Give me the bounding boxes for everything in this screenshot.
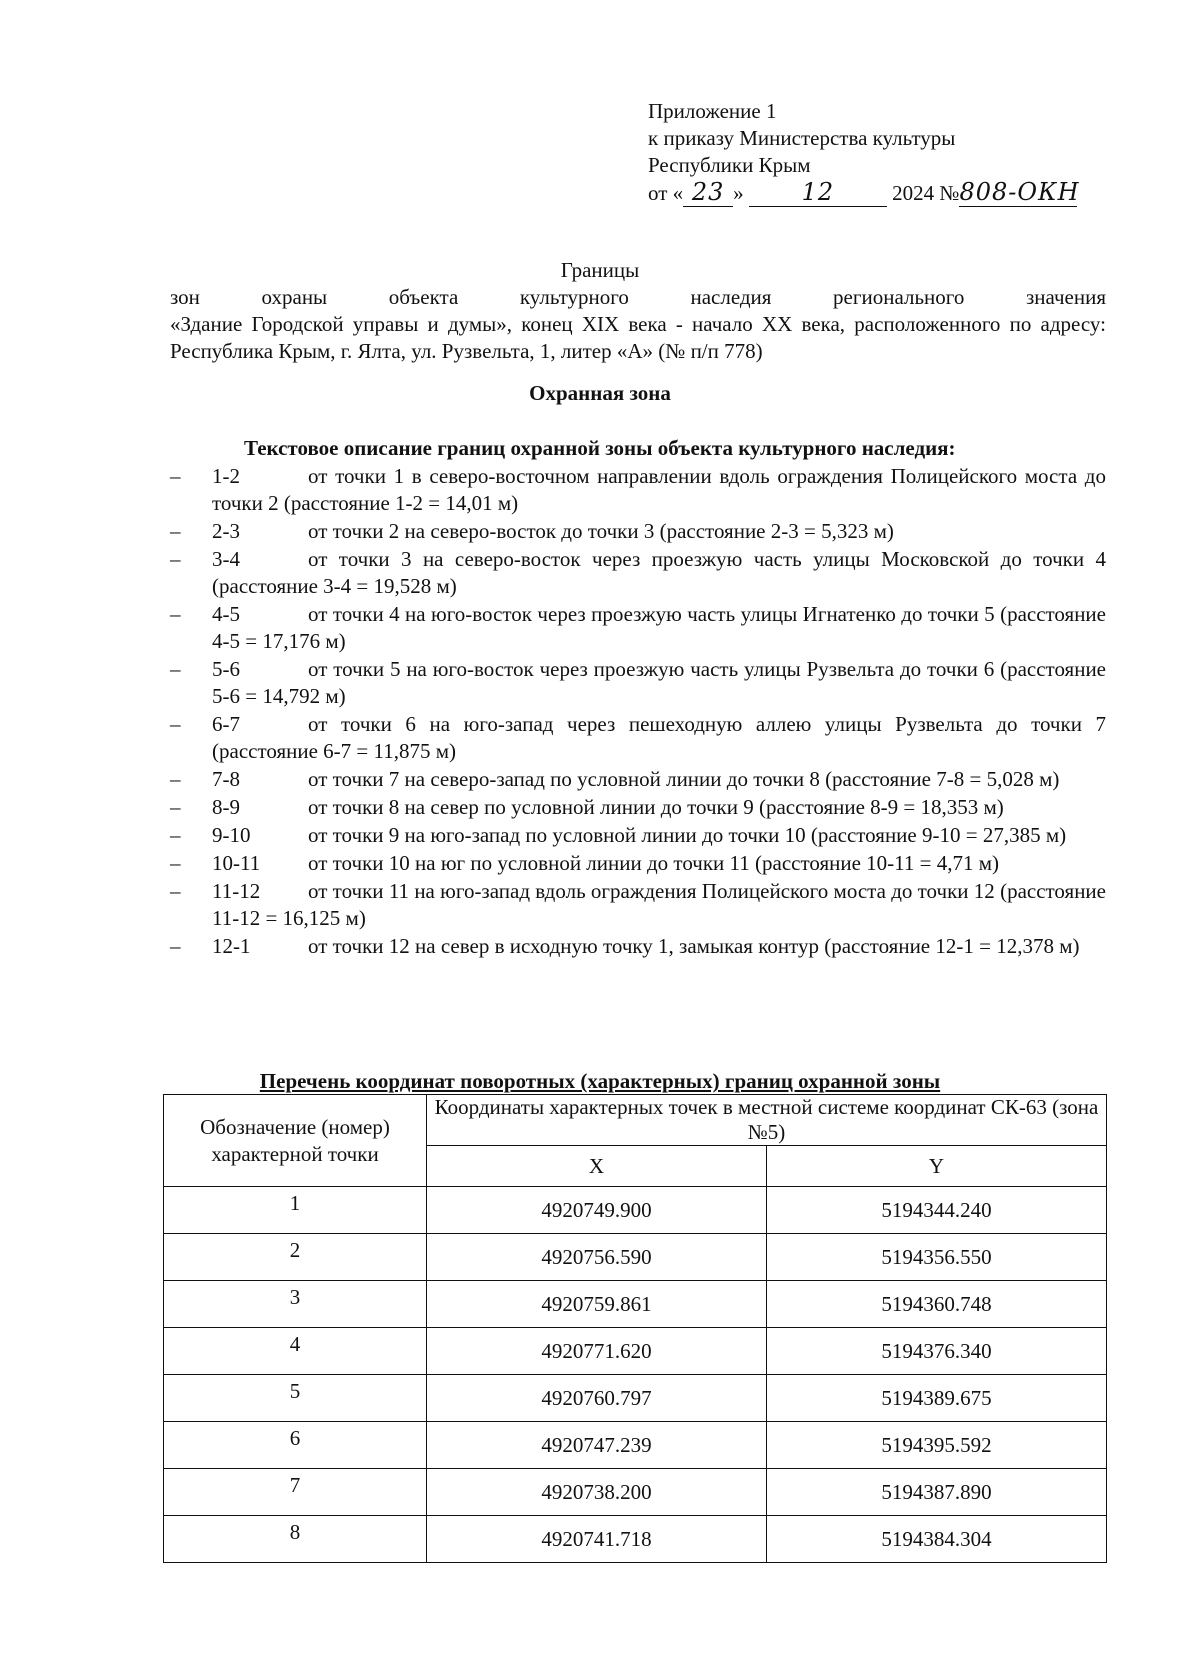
list-item xyxy=(170,766,1106,793)
point-designation-header: Обозначение (номер) характерной точки xyxy=(164,1095,427,1187)
y-value: 5194389.675 xyxy=(766,1375,1106,1422)
list-item xyxy=(170,850,1106,877)
segment-text: от точки 1 в северо-восточном направлении вдоль ограждения Полицейского моста до точки 2 (расстояние 1-2 = 14,01 м) xyxy=(212,464,1106,515)
segment-code: 5-6 xyxy=(212,657,240,681)
dash-marker: – xyxy=(170,851,181,875)
x-value: 4920760.797 xyxy=(427,1375,767,1422)
dash-marker: – xyxy=(170,657,181,681)
dash-marker: – xyxy=(170,602,181,626)
table-row xyxy=(164,1328,1107,1375)
x-value: 4920756.590 xyxy=(427,1234,767,1281)
y-value: 5194384.304 xyxy=(766,1516,1106,1563)
segment-text: от точки 5 на юго-восток через проезжую часть улицы Рузвельта до точки 6 (расстояние 5-6 = 14,792 м) xyxy=(212,657,1106,708)
segment-text: от точки 2 на северо-восток до точки 3 (расстояние 2-3 = 5,323 м) xyxy=(308,519,894,543)
dash-marker: – xyxy=(170,795,181,819)
x-value: 4920747.239 xyxy=(427,1422,767,1469)
y-value: 5194356.550 xyxy=(766,1234,1106,1281)
segment-code: 11-12 xyxy=(212,879,261,903)
segment-text: от точки 4 на юго-восток через проезжую часть улицы Игнатенко до точки 5 (расстояние 4-5 = 17,176 м) xyxy=(212,602,1106,653)
segment-code: 12-1 xyxy=(212,934,251,958)
segment-code: 7-8 xyxy=(212,767,240,791)
coordinates-table xyxy=(163,1094,1107,1563)
order-month: 12 xyxy=(749,179,887,207)
point-number: 5 xyxy=(164,1375,427,1422)
order-number: 808-ОКН xyxy=(959,178,1080,206)
segment-code: 4-5 xyxy=(212,602,240,626)
segment-text: от точки 6 на юго-запад через пешеходную аллею улицы Рузвельта до точки 7 (расстояние 6-7 = 11,875 м) xyxy=(212,712,1106,763)
list-item xyxy=(170,463,1106,517)
list-item xyxy=(170,822,1106,849)
segment-code: 10-11 xyxy=(212,851,261,875)
subtitle-line-1: зон охраны объекта культурного наследия регионального значения xyxy=(170,285,1106,309)
list-item xyxy=(170,878,1106,932)
y-value: 5194395.592 xyxy=(766,1422,1106,1469)
segment-text: от точки 3 на северо-восток через проезжую часть улицы Московской до точки 4 (расстояние 3-4 = 19,528 м) xyxy=(212,547,1106,598)
republic-name: Республики Крым xyxy=(648,153,811,177)
point-number: 1 xyxy=(164,1187,427,1234)
list-item xyxy=(170,656,1106,710)
dash-marker: – xyxy=(170,934,181,958)
x-column-header: X xyxy=(427,1146,767,1187)
list-item xyxy=(170,518,1106,545)
segment-text: от точки 11 на юго-запад вдоль ограждения Полицейского моста до точки 12 (расстояние 11-12 = 16,125 м) xyxy=(212,879,1106,930)
document-subtitle xyxy=(170,284,1106,365)
dash-marker: – xyxy=(170,547,181,571)
y-value: 5194376.340 xyxy=(766,1328,1106,1375)
x-value: 4920741.718 xyxy=(427,1516,767,1563)
segment-text: от точки 9 на юго-запад по условной линии до точки 10 (расстояние 9-10 = 27,385 м) xyxy=(308,823,1067,847)
x-value: 4920759.861 xyxy=(427,1281,767,1328)
table-row xyxy=(164,1375,1107,1422)
order-reference: к приказу Министерства культуры xyxy=(648,126,956,150)
point-number: 3 xyxy=(164,1281,427,1328)
dash-marker: – xyxy=(170,823,181,847)
subtitle-rest: «Здание Городской управы и думы», конец XIX века - начало XX века, расположенного по адресу: Республика Крым, г. Ялта, ул. Рузвельта, 1, литер «А» (№ п/п 778) xyxy=(170,312,1106,363)
table-row xyxy=(164,1281,1107,1328)
point-number: 6 xyxy=(164,1422,427,1469)
boundary-description-list xyxy=(170,463,1106,961)
x-value: 4920738.200 xyxy=(427,1469,767,1516)
table-row xyxy=(164,1234,1107,1281)
x-value: 4920749.900 xyxy=(427,1187,767,1234)
dash-marker: – xyxy=(170,879,181,903)
point-number: 4 xyxy=(164,1328,427,1375)
zone-heading: Охранная зона xyxy=(529,381,671,405)
date-prefix: от « xyxy=(648,181,684,205)
table-header-row xyxy=(164,1095,1107,1146)
y-value: 5194344.240 xyxy=(766,1187,1106,1234)
segment-text: от точки 12 на север в исходную точку 1, замыкая контур (расстояние 12-1 = 12,378 м) xyxy=(308,934,1080,958)
list-item xyxy=(170,933,1106,960)
document-title: Границы xyxy=(560,258,640,282)
dash-marker: – xyxy=(170,712,181,736)
list-item xyxy=(170,711,1106,765)
segment-code: 1-2 xyxy=(212,464,240,488)
coordinates-header: Координаты характерных точек в местной системе координат СК-63 (зона №5) xyxy=(427,1095,1107,1146)
segment-code: 2-3 xyxy=(212,519,240,543)
point-number: 2 xyxy=(164,1234,427,1281)
description-heading: Текстовое описание границ охранной зоны объекта культурного наследия: xyxy=(244,436,956,460)
segment-text: от точки 10 на юг по условной линии до точки 11 (расстояние 10-11 = 4,71 м) xyxy=(308,851,1000,875)
segment-code: 8-9 xyxy=(212,795,240,819)
y-column-header: Y xyxy=(766,1146,1106,1187)
x-value: 4920771.620 xyxy=(427,1328,767,1375)
list-item xyxy=(170,546,1106,600)
dash-marker: – xyxy=(170,519,181,543)
point-number: 7 xyxy=(164,1469,427,1516)
segment-text: от точки 7 на северо-запад по условной линии до точки 8 (расстояние 7-8 = 5,028 м) xyxy=(308,767,1060,791)
order-day: 23 xyxy=(683,179,733,207)
segment-text: от точки 8 на север по условной линии до точки 9 (расстояние 8-9 = 18,353 м) xyxy=(308,795,1004,819)
dash-marker: – xyxy=(170,767,181,791)
segment-code: 6-7 xyxy=(212,712,240,736)
table-row xyxy=(164,1187,1107,1234)
list-item xyxy=(170,794,1106,821)
segment-code: 9-10 xyxy=(212,823,251,847)
appendix-header xyxy=(648,98,1118,207)
date-day-close: » xyxy=(733,181,744,205)
order-date-line xyxy=(648,179,1118,207)
dash-marker: – xyxy=(170,464,181,488)
table-row xyxy=(164,1469,1107,1516)
order-year-no: 2024 № xyxy=(892,181,960,205)
segment-code: 3-4 xyxy=(212,547,240,571)
table-row xyxy=(164,1422,1107,1469)
list-item xyxy=(170,601,1106,655)
coordinates-table-title: Перечень координат поворотных (характерных) границ охранной зоны xyxy=(259,1069,941,1093)
y-value: 5194360.748 xyxy=(766,1281,1106,1328)
y-value: 5194387.890 xyxy=(766,1469,1106,1516)
appendix-label: Приложение 1 xyxy=(648,99,777,123)
point-number: 8 xyxy=(164,1516,427,1563)
table-row xyxy=(164,1516,1107,1563)
